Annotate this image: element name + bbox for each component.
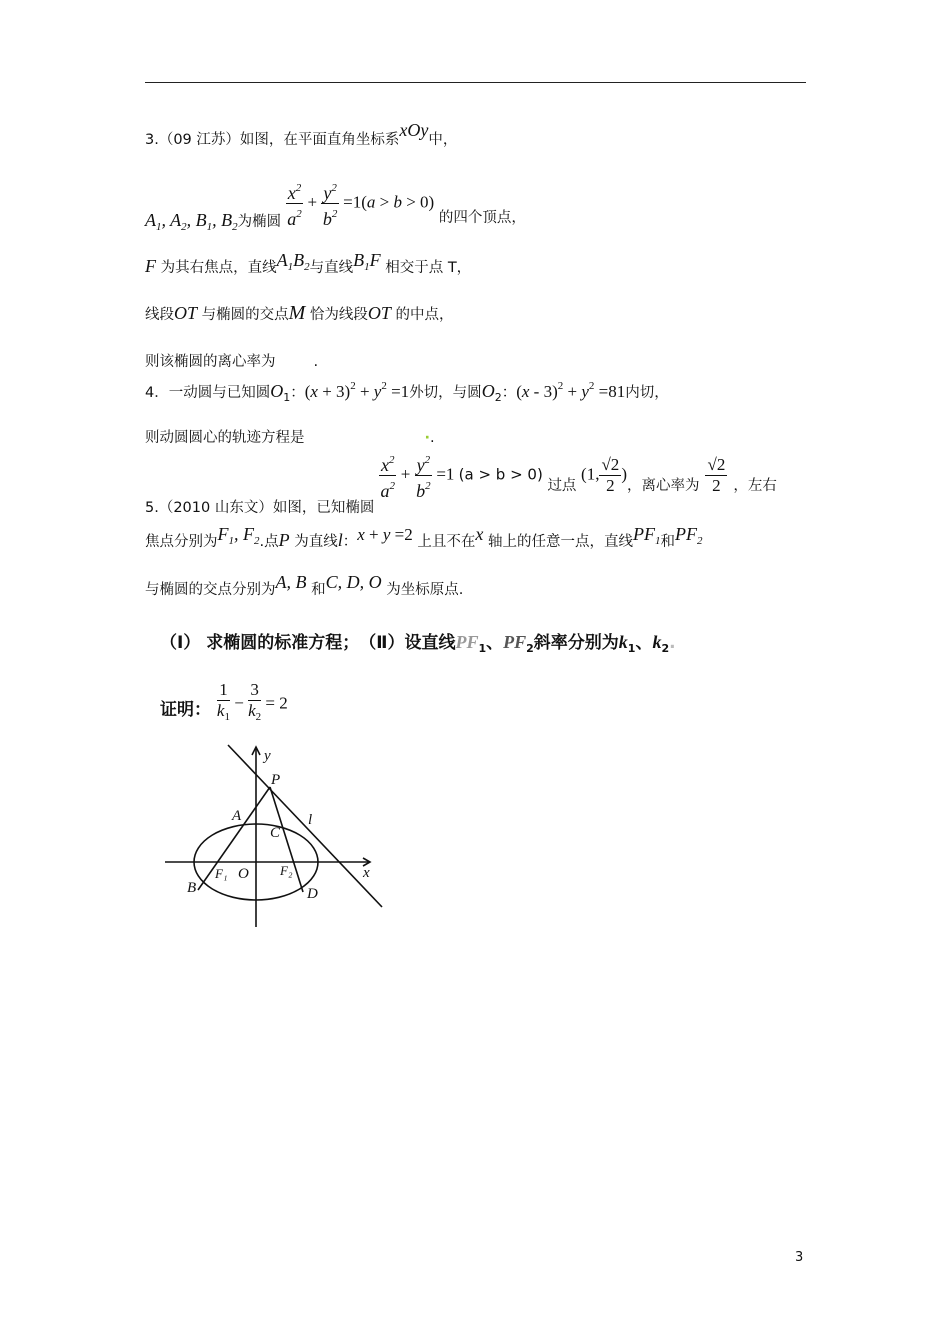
p3-line4: 线段OT 与椭圆的交点M 恰为线段OT 的中点，	[145, 302, 454, 324]
p4-line1: 4．一动圆与已知圆$O_1$：$(x + 3)^2 + y^2 =1$外切，与圆$O_2$：$(x - 3)^2 + y^2 =81$内切，	[145, 380, 669, 404]
label-d: D	[307, 886, 318, 902]
p5-line1: 5.（2010 山东文）如图，已知椭圆 $\frac{x^2}{a^2}$ + $\frac{y^2}{b^2}$ =1 (a > b > 0) 过点 (1, $\frac{√2}{2}$ )，离心率为 $\frac{√2}{2}$ ，左右	[145, 450, 777, 501]
label-f2: F₂	[280, 863, 293, 878]
label-b: B	[187, 880, 197, 896]
label-o: O	[238, 866, 249, 882]
p5-line3: 与椭圆的交点分别为A, B 和C, D, O 为坐标原点.	[145, 572, 464, 598]
p4-line2: 则动圆圆心的轨迹方程是 ·.	[145, 430, 435, 446]
label-f1: F₁	[215, 866, 228, 881]
page-number: 3	[795, 1250, 804, 1265]
p5-line2: 焦点分别为$F_1$, $F_2$.点P 为直线l：x + y =2 上且不在x 轴上的任意一点，直线$PF_1$和$PF_2$	[145, 524, 703, 550]
p3-line5: 则该椭圆的离心率为 .	[145, 354, 319, 370]
line-l	[228, 745, 382, 907]
label-p: P	[271, 772, 281, 788]
p3-line1: 3.（09 江苏）如图，在平面直角坐标系xOy中，	[145, 120, 458, 148]
p3-line3: F 为其右焦点，直线$A_1B_2$与直线$B_1F$ 相交于点 T，	[145, 250, 472, 276]
label-a: A	[232, 808, 242, 824]
label-l: l	[308, 812, 313, 828]
label-y: y	[264, 748, 271, 764]
label-x: x	[363, 865, 370, 881]
header-rule	[145, 82, 806, 83]
ellipse-figure	[160, 742, 390, 932]
p5-proof: 证明： $\frac{1}{k_1}$ − $\frac{3}{k_2}$ = 2	[160, 680, 288, 723]
p5-parts: （Ⅰ） 求椭圆的标准方程； （Ⅱ）设直线$PF_1$、$PF_2$斜率分别为$k_1$、$k_2$.	[160, 632, 676, 655]
p3-line2: $A_1$, $A_2$, $B_1$, $B_2$为椭圆 $\frac{x^2}{a^2}$ + $\frac{y^2}{b^2}$ =1(a > b > 0) 的四个顶点，	[145, 178, 526, 229]
label-c: C	[270, 825, 281, 841]
line-pf1	[198, 787, 270, 890]
